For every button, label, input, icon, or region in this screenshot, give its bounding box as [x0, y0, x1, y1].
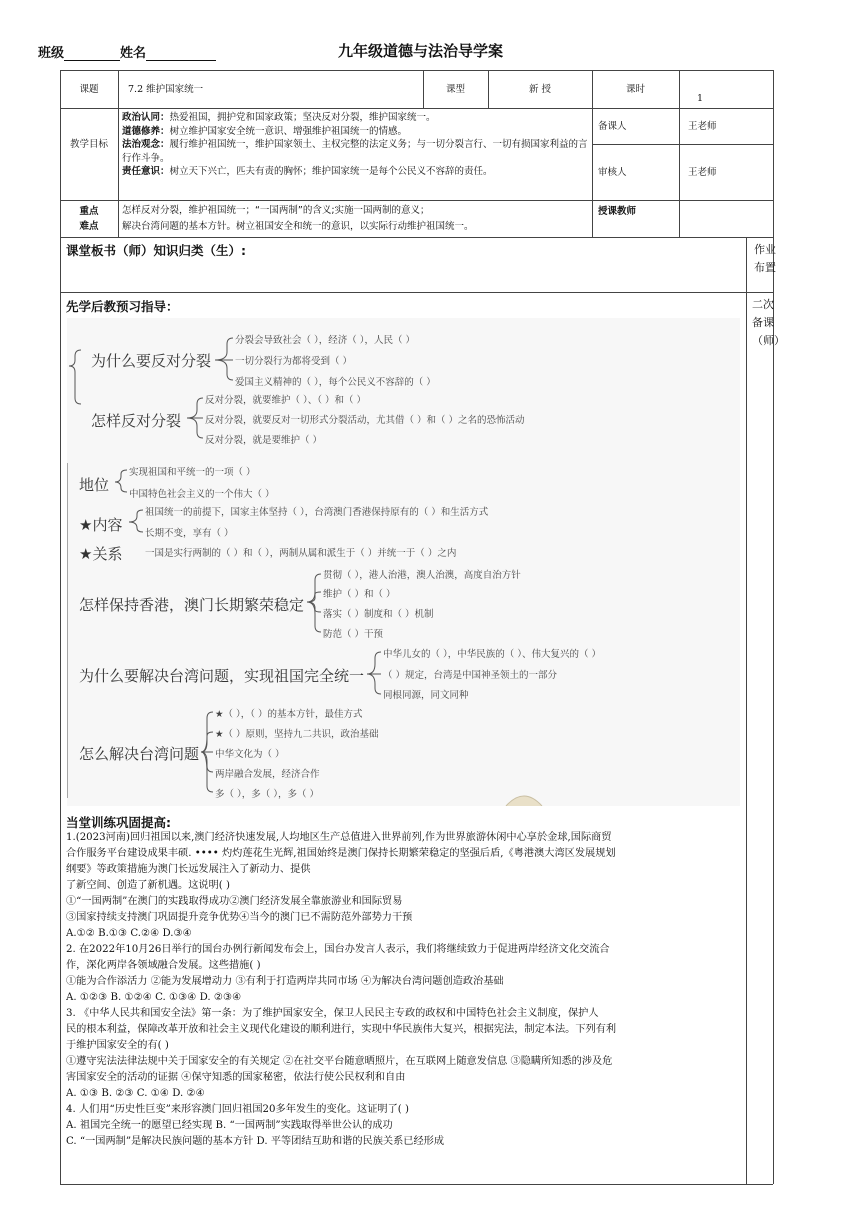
mm-b3-item: 中国特色社会主义的一个伟大（ ）: [129, 489, 275, 500]
mm-b8-item: 多（ ），多（ ），多（ ）: [215, 789, 320, 800]
mm-b1-item: 分裂会导致社会（ ），经济（ ），人民（ ）: [235, 335, 416, 346]
key-label: 重点: [79, 206, 99, 217]
difficult-label: 难点: [79, 221, 99, 232]
preparer-label: 备课人: [598, 121, 627, 132]
mm-hk-macao: 怎样保持香港，澳门长期繁荣稳定: [79, 596, 305, 614]
mm-b8-item: 两岸融合发展，经济合作: [215, 769, 320, 780]
question-line: 纲要》等政策措施为澳门长远发展注入了新动力、提供: [66, 864, 311, 875]
question-line: A. 祖国完全统一的愿望已经实现 B. “一国两制”实践取得举世公认的成功: [66, 1120, 393, 1131]
mm-b4-item: 长期不变，享有（ ）: [145, 528, 234, 539]
mm-b2-item: 反对分裂，就要维护（ ）、（ ）和（ ）: [205, 395, 367, 406]
homework-label: 作业布置: [754, 243, 776, 274]
class-label-text: 班级: [38, 46, 65, 61]
mm-b7-item: 同根同源，同文同种: [383, 690, 469, 701]
type-label: 课型: [445, 84, 465, 95]
practice-label: 当堂训练巩固提高:: [66, 815, 171, 830]
mm-b8-item: ★（ ）原则，坚持九二共识，政治基础: [215, 729, 379, 740]
name-blank[interactable]: [146, 46, 216, 61]
mm-b8-item: ★（ ），（ ）的基本方针，最佳方式: [215, 709, 363, 720]
mm-b6-item: 防范（ ）干预: [323, 629, 384, 640]
question-line: ①“一国两制”在澳门的实践取得成功②澳门经济发展全靠旅游业和国际贸易: [66, 896, 403, 907]
mm-how-oppose-split: 怎样反对分裂: [91, 412, 182, 430]
class-label: [38, 42, 216, 61]
class-blank[interactable]: [64, 46, 120, 61]
question-line: ③国家持续支持澳门巩固提升竞争优势④当今的澳门已不需防范外部势力干预: [66, 912, 413, 923]
difficult-text: 解决台湾问题的基本方针。树立祖国安全和统一的意识，以实际行动维护祖国统一。: [122, 221, 474, 232]
type-value: 新 授: [528, 84, 552, 95]
period-label: 课时: [625, 84, 645, 95]
mm-why-oppose-split: 为什么要反对分裂: [91, 352, 212, 370]
mm-b7-item: （ ）规定，台湾是中国神圣领土的一部分: [383, 670, 558, 681]
question-line: A. ①③ B. ②③ C. ①④ D. ②④: [66, 1088, 205, 1099]
preparer-value: 王老师: [688, 121, 717, 132]
mm-how-taiwan: 怎么解决台湾问题: [79, 745, 200, 763]
question-line: C. “一国两制”是解决民族问题的基本方针 D. 平等团结互助和谐的民族关系已经形成: [66, 1136, 445, 1147]
question-line: ①遵守宪法法律法规中关于国家安全的有关规定 ②在社交平台随意晒照片，在互联网上随意发信息 ③隐瞒所知悉的涉及危: [66, 1056, 613, 1067]
question-line: 1.(2023河南)回归祖国以来,澳门经济快速发展,人均地区生产总值进入世界前列,作为世界旅游休闲中心享於金球,国际商贸: [66, 832, 612, 843]
mm-b7-item: 中华儿女的（ ），中华民族的（ ）、伟大复兴的（ ）: [383, 649, 602, 660]
reviewer-label: 审核人: [598, 167, 627, 178]
question-line: 害国家安全的活动的证据 ④保守知悉的国家秘密，依法行使公民权利和自由: [66, 1072, 406, 1083]
mm-b3-item: 实现祖国和平统一的一项（ ）: [129, 467, 256, 478]
mm-b6-item: 维护（ ）和（ ）: [323, 589, 396, 600]
goal-responsibility: 责任意识：树立天下兴亡，匹夫有责的胸怀；维护国家统一是每个公民义不容辞的责任。: [122, 166, 493, 177]
mm-status: 地位: [79, 476, 110, 494]
mm-b4-item: 祖国统一的前提下，国家主体坚持（ ），台湾澳门香港保持原有的（ ）和生活方式: [145, 507, 489, 518]
mm-b6-item: 贯彻（ ），港人治港，澳人治澳，高度自治方针: [323, 570, 521, 581]
mm-b1-item: 爱国主义精神的（ ），每个公民义不容辞的（ ）: [235, 377, 436, 388]
key-text: 怎样反对分裂，维护祖国统一；“一国两制”的含义;实施一国两制的意义；: [122, 205, 430, 216]
question-line: 民的根本利益，保障改革开放和社会主义现代化建设的顺利进行，实现中华民族伟大复兴，根据宪法，制定本法。下列有利: [66, 1024, 617, 1035]
topic-value: 7.2 维护国家统一: [128, 84, 204, 95]
mm-content: ★内容: [79, 516, 123, 534]
mm-relation: ★关系: [79, 545, 123, 563]
period-value: 1: [697, 93, 704, 104]
topic-label: 课题: [79, 84, 99, 95]
mm-b1-item: 一切分裂行为都将受到（ ）: [235, 356, 353, 367]
preview-label: 先学后教预习指导：: [66, 299, 179, 314]
question-line: ①能为合作添活力 ②能为发展增动力 ③有利于打造两岸共同市场 ④为解决台湾问题创造政治基础: [66, 976, 504, 987]
question-line: A. ①②③ B. ①②④ C. ①③④ D. ②③④: [66, 992, 242, 1003]
practice-questions: [66, 830, 744, 1150]
question-line: 于维护国家安全的有( ): [66, 1040, 169, 1051]
second-prep-label: 二次备课（师）: [752, 298, 785, 347]
question-line: 了新空间、创造了新机遇。这说明( ): [66, 880, 230, 891]
teacher-label: 授课教师: [598, 206, 637, 217]
goal-moral: 道德修养：树立维护国家安全统一意识、增强维护祖国统一的情感。: [122, 125, 408, 137]
question-line: A.①② B.①③ C.②④ D.③④: [66, 928, 192, 939]
question-line: 4. 人们用“历史性巨变”来形容澳门回归祖国20多年发生的变化。这证明了( ): [66, 1104, 409, 1115]
mm-b6-item: 落实（ ）制度和（ ）机制: [323, 609, 434, 620]
mm-b2-item: 反对分裂，就是要维护（ ）: [205, 435, 323, 446]
mm-b2-item: 反对分裂，就要反对一切形式分裂活动，尤其借（ ）和（ ）之名的恐怖活动: [205, 415, 525, 426]
goal-political: 政治认同：热爱祖国，拥护党和国家政策；坚决反对分裂，维护国家统一。: [122, 112, 436, 123]
page-title: 九年级道德与法治导学案: [338, 42, 504, 60]
reviewer-value: 王老师: [688, 167, 717, 178]
mm-b8-item: 中华文化为（ ）: [215, 749, 285, 760]
board-label: 课堂板书（师）知识归类（生）:: [66, 243, 246, 258]
question-line: 3. 《中华人民共和国安全法》第一条：为了维护国家安全，保卫人民民主专政的政权和中国特色社会主义制度，保护人: [66, 1008, 599, 1019]
goal-legal: 法治观念：履行维护祖国统一，维护国家领土、主权完整的法定义务；与一切分裂言行、一切有损国家利益的言行作斗争。: [122, 139, 588, 164]
watermark-icon: [504, 792, 544, 806]
goals-label: 教学目标: [69, 139, 108, 150]
question-line: 合作服务平台建设成果丰硕. •••• 灼灼莲花生光辉,祖国始终是澳门保持长期繁荣稳定的坚强后盾,《粤港澳大湾区发展规划: [66, 848, 616, 859]
name-label-text: 姓名: [120, 46, 147, 61]
goals-list: [122, 111, 588, 179]
question-line: 作，深化两岸各领域融合发展。这些措施( ): [66, 960, 261, 971]
question-line: 2. 在2022年10月26日举行的国台办例行新闻发布会上，国台办发言人表示，我们将继续致力于促进两岸经济文化交流合: [66, 944, 610, 955]
mind-map: [67, 318, 740, 806]
mind-map-lines: [67, 318, 740, 806]
mm-why-taiwan: 为什么要解决台湾问题，实现祖国完全统一: [79, 667, 365, 685]
mm-b5-item: 一国是实行两制的（ ）和（ ），两制从属和派生于（ ）并统一于（ ）之内: [145, 548, 457, 559]
